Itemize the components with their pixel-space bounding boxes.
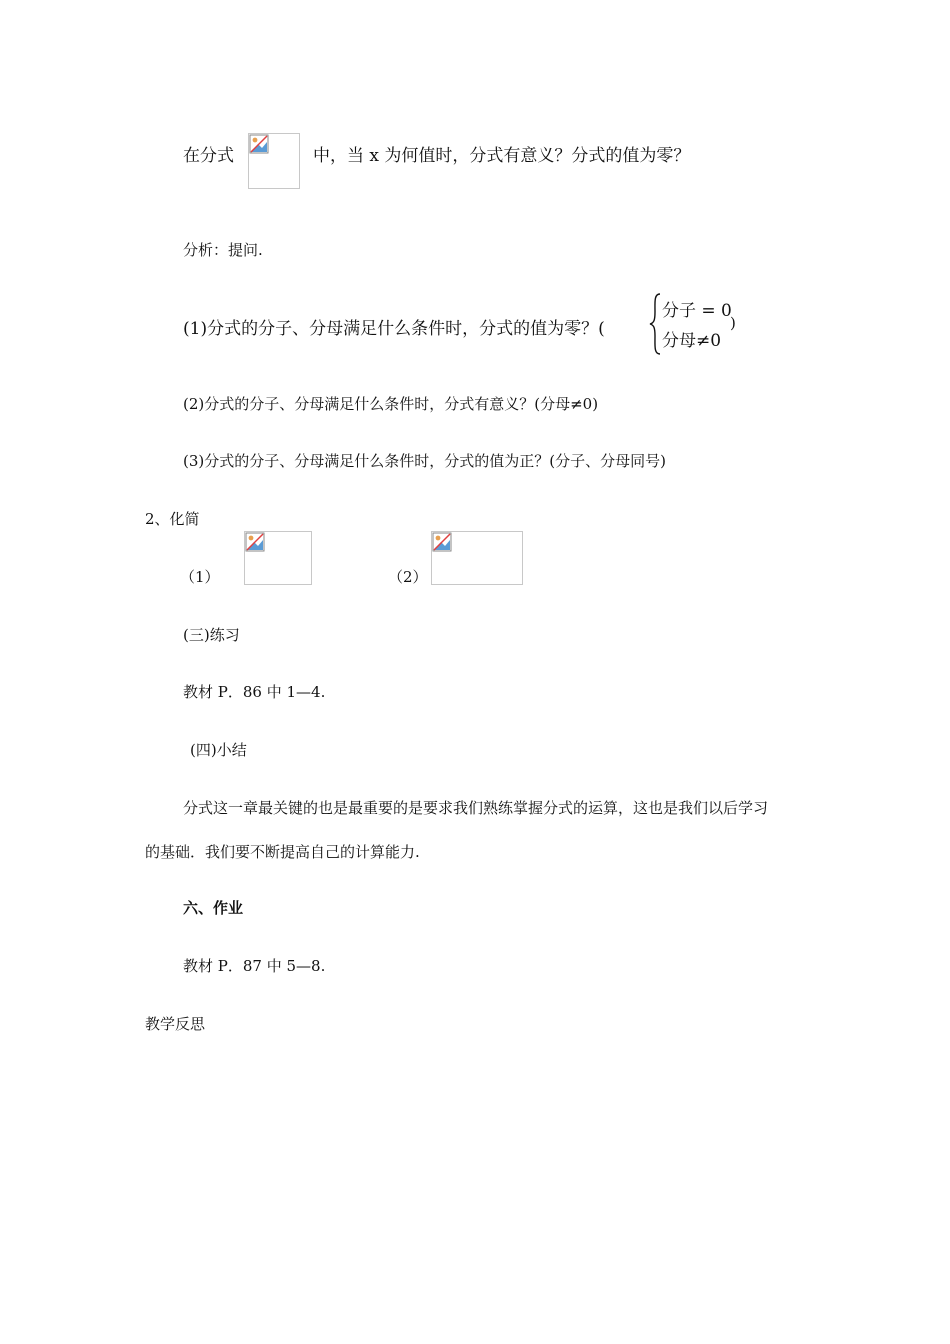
condition-close-paren: ) bbox=[730, 314, 736, 332]
summary-line-2: 的基础．我们要不断提高自己的计算能力. bbox=[145, 843, 420, 861]
teaching-reflection-heading: 教学反思 bbox=[145, 1015, 206, 1033]
homework-text: 教材 P．87 中 5—8. bbox=[183, 957, 326, 975]
question-2-text: (2)分式的分子、分母满足什么条件时，分式有意义？(分母≠0) bbox=[183, 395, 599, 413]
summary-heading: (四)小结 bbox=[190, 741, 247, 759]
left-brace-icon bbox=[648, 292, 662, 356]
condition-system bbox=[648, 292, 748, 356]
broken-image-icon bbox=[245, 532, 265, 552]
question-intro-before: 在分式 bbox=[183, 146, 234, 166]
broken-image-icon bbox=[432, 532, 452, 552]
question-intro-after: 中，当 x 为何值时，分式有意义？分式的值为零？ bbox=[313, 146, 691, 166]
question-3-text: (3)分式的分子、分母满足什么条件时，分式的值为正？(分子、分母同号) bbox=[183, 452, 666, 470]
simplify-item-2-label: （2） bbox=[388, 568, 428, 586]
question-1-text: (1)分式的分子、分母满足什么条件时，分式的值为零？( bbox=[183, 319, 605, 339]
simplify-image-2 bbox=[431, 531, 523, 585]
simplify-image-1 bbox=[244, 531, 312, 585]
simplify-item-1-label: （1） bbox=[180, 568, 220, 586]
practice-heading: (三)练习 bbox=[183, 626, 240, 644]
analysis-text: 分析：提问. bbox=[183, 241, 263, 259]
broken-image-icon bbox=[249, 134, 269, 154]
summary-line-1: 分式这一章最关键的也是最重要的是要求我们熟练掌握分式的运算，这也是我们以后学习 bbox=[183, 799, 769, 817]
homework-heading: 六、作业 bbox=[183, 899, 244, 917]
condition-numerator: 分子 = 0 bbox=[662, 301, 732, 321]
fraction-image-placeholder bbox=[248, 133, 300, 189]
condition-denominator: 分母≠0 bbox=[662, 331, 722, 351]
practice-text: 教材 P．86 中 1—4. bbox=[183, 683, 326, 701]
section-2-title: 2、化简 bbox=[145, 510, 200, 528]
